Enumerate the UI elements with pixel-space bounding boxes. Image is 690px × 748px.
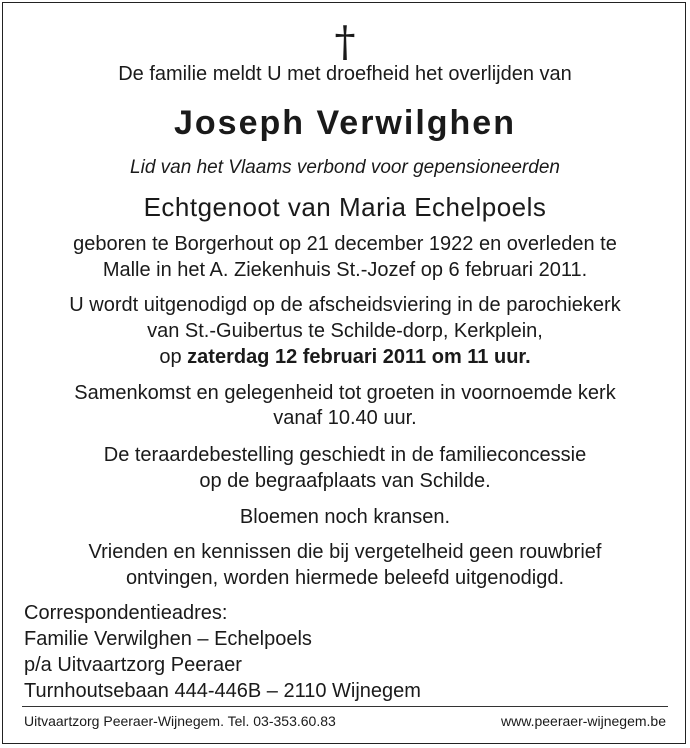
announcement-text: De familie meldt U met droefheid het overlijden van <box>118 63 572 85</box>
ceremony-line-1: U wordt uitgenodigd op de afscheidsviering in de parochiekerk <box>69 294 621 316</box>
affiliation-text: Lid van het Vlaams verbond voor gepensioneerden <box>130 157 560 178</box>
gathering-line-1: Samenkomst en gelegenheid tot groeten in voornoemde kerk <box>74 382 616 404</box>
correspondence-label: Correspondentieadres: <box>24 602 228 624</box>
footer-company: Uitvaartzorg Peeraer-Wijnegem. Tel. 03-353.60.83 <box>24 713 336 729</box>
spouse-text: Echtgenoot van Maria Echelpoels <box>143 192 547 222</box>
cross-icon: † <box>334 17 356 66</box>
correspondence-line-1: Familie Verwilghen – Echelpoels <box>24 628 312 650</box>
burial-line-2: op de begraafplaats van Schilde. <box>199 470 491 492</box>
footer-website-link[interactable]: www.peeraer-wijnegem.be <box>501 713 666 729</box>
gathering-line-2: vanaf 10.40 uur. <box>273 407 417 429</box>
footer-divider <box>22 706 668 707</box>
correspondence-line-2: p/a Uitvaartzorg Peeraer <box>24 654 242 676</box>
burial-line-1: De teraardebestelling geschiedt in de familieconcessie <box>103 444 587 466</box>
invitation-line-2: ontvingen, worden hiermede beleefd uitgenodigd. <box>125 567 565 589</box>
ceremony-date: zaterdag 12 februari 2011 om 11 uur. <box>187 346 531 368</box>
birth-line-2: Malle in het A. Ziekenhuis St.-Jozef op 6 februari 2011. <box>102 259 588 281</box>
ceremony-prefix: op <box>159 346 188 368</box>
correspondence-line-3: Turnhoutsebaan 444-446B – 2110 Wijnegem <box>24 680 421 702</box>
deceased-name: Joseph Verwilghen <box>174 104 516 142</box>
birth-line-1: geboren te Borgerhout op 21 december 1922 en overleden te <box>73 233 617 255</box>
invitation-line-1: Vrienden en kennissen die bij vergetelheid geen rouwbrief <box>88 541 602 563</box>
ceremony-line-2: van St.-Guibertus te Schilde-dorp, Kerkplein, <box>147 320 543 342</box>
flowers-text: Bloemen noch kransen. <box>239 506 451 528</box>
ceremony-line-3 <box>0 345 690 369</box>
